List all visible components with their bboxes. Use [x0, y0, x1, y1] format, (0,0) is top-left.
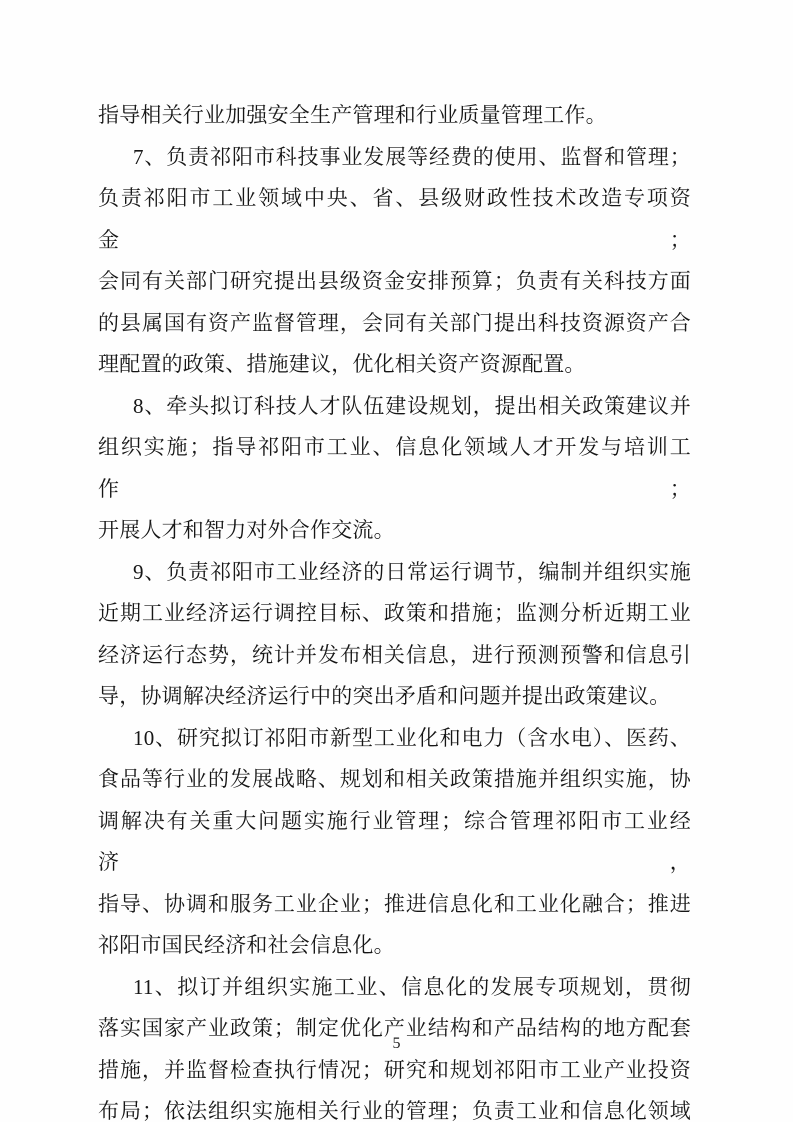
document-text-block [98, 95, 691, 1133]
text-line: 措施，并监督检查执行情况；研究和规划祁阳市工业产业投资 [98, 1057, 691, 1082]
page-footer [0, 1034, 793, 1054]
text-line: 的县属国有资产监督管理，会同有关部门提出科技资源资产合 [98, 310, 691, 335]
text-line: 会同有关部门研究提出县级资金安排预算；负责有关科技方面 [98, 269, 691, 293]
text-line-item-11-start: 11、拟订并组织实施工业、信息化的发展专项规划，贯彻 [133, 974, 691, 999]
text-line-item-10-start: 10、研究拟订祁阳市新型工业化和电力（含水电）、医药、 [133, 725, 691, 750]
text-line: 近期工业经济运行调控目标、政策和措施；监测分析近期工业 [98, 601, 691, 625]
text-line: 指导相关行业加强安全生产管理和行业质量管理工作。 [98, 103, 607, 127]
text-line-item-7-start: 7、负责祁阳市科技事业发展等经费的使用、监督和管理； [133, 144, 691, 169]
text-line: 祁阳市国民经济和社会信息化。 [98, 933, 395, 957]
text-line: 经济运行态势，统计并发布相关信息，进行预测预警和信息引 [98, 642, 691, 667]
text-line: 理配置的政策、措施建议，优化相关资产资源配置。 [98, 352, 586, 376]
text-line: 调解决有关重大问题实施行业管理；综合管理祁阳市工业经济， [98, 808, 691, 874]
text-line: 负责祁阳市工业领域中央、省、县级财政性技术改造专项资金； [98, 186, 691, 252]
text-line: 落实国家产业政策；制定优化产业结构和产品结构的地方配套 [98, 1016, 691, 1040]
text-line: 食品等行业的发展战略、规划和相关政策措施并组织实施，协 [98, 767, 691, 791]
text-line: 导，协调解决经济运行中的突出矛盾和问题并提出政策建议。 [98, 684, 671, 708]
text-line: 组织实施；指导祁阳市工业、信息化领域人才开发与培训工作； [98, 435, 691, 501]
text-line: 布局；依法组织实施相关行业的管理；负责工业和信息化领域 [98, 1099, 691, 1123]
text-line-item-9-start: 9、负责祁阳市工业经济的日常运行调节，编制并组织实施 [133, 559, 691, 584]
page-number: 5 [392, 1035, 401, 1052]
text-line: 开展人才和智力对外合作交流。 [98, 518, 395, 542]
text-line: 指导、协调和服务工业企业；推进信息化和工业化融合；推进 [98, 891, 691, 916]
text-line-item-8-start: 8、牵头拟订科技人才队伍建设规划，提出相关政策建议并 [133, 393, 691, 418]
